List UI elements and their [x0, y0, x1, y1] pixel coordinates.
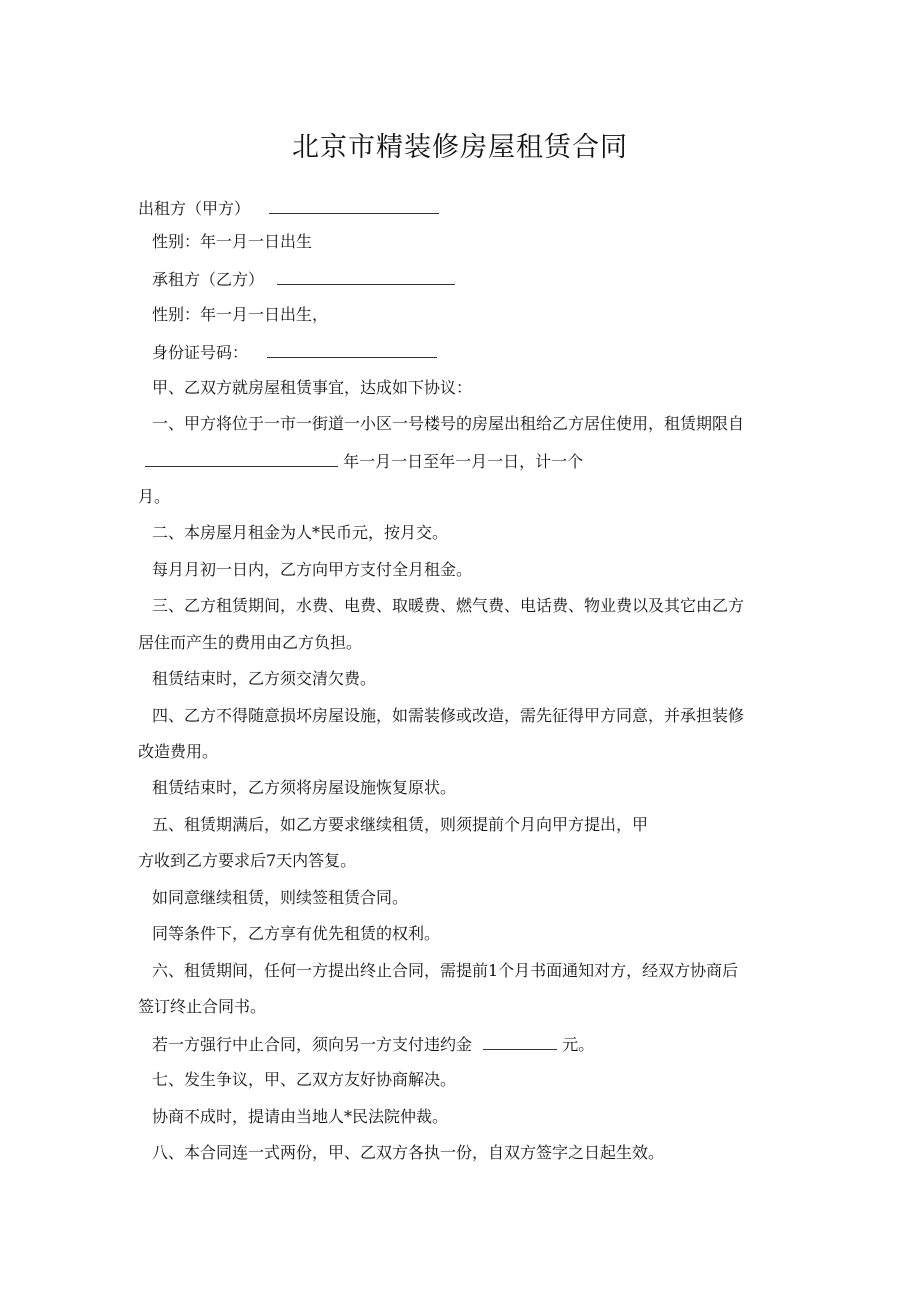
lessee-blank — [277, 268, 455, 285]
clause-6-line-1: 六、租赁期间，任何一方提出终止合同，需提前1个月书面通知对方，经双方协商后 — [152, 961, 739, 980]
penalty-unit: 元。 — [562, 1035, 595, 1054]
lease-start-blank — [145, 450, 338, 467]
document-title: 北京市精装修房屋租赁合同 — [292, 132, 628, 163]
clause-4-line-3: 租赁结束时，乙方须将房屋设施恢复原状。 — [152, 778, 457, 797]
clause-2-line-1: 二、本房屋月租金为人*民币元，按月交。 — [152, 523, 449, 542]
clause-3-line-3: 租赁结束时，乙方须交清欠费。 — [152, 669, 377, 688]
lessor-label: 出租方（甲方） — [138, 199, 251, 218]
clause-5-line-4: 同等条件下，乙方享有优先租赁的权利。 — [152, 924, 441, 943]
penalty-text: 若一方强行中止合同，须向另一方支付违约金 — [152, 1035, 473, 1054]
id-number-line — [152, 341, 437, 364]
lessee-birth-line: 性别：年一月一日出生， — [152, 305, 329, 324]
clause-1-line-2 — [145, 450, 583, 473]
agreement-intro: 甲、乙双方就房屋租赁事宜，达成如下协议： — [152, 378, 473, 397]
clause-5-line-1: 五、租赁期满后，如乙方要求继续租赁，则须提前个月向甲方提出，甲 — [152, 815, 649, 834]
clause-6-line-3 — [152, 1033, 594, 1056]
lessee-label: 承租方（乙方） — [152, 270, 265, 289]
clause-2-line-2: 每月月初一日内，乙方向甲方支付全月租金。 — [152, 560, 473, 579]
lessee-line — [152, 268, 455, 291]
lessor-birth-line: 性别：年一月一日出生 — [152, 232, 313, 251]
clause-8-line-1: 八、本合同连一式两份，甲、乙双方各执一份，自双方签字之日起生效。 — [152, 1143, 665, 1162]
clause-4-line-2: 改造费用。 — [138, 742, 219, 761]
clause-3-line-2: 居住而产生的费用由乙方负担。 — [138, 633, 363, 652]
clause-6-line-2: 签订终止合同书。 — [138, 997, 267, 1016]
id-number-blank — [267, 341, 437, 358]
id-number-label: 身份证号码： — [152, 343, 249, 362]
clause-7-line-2: 协商不成时，提请由当地人*民法院仲裁。 — [152, 1107, 449, 1126]
clause-1-line-3: 月。 — [138, 487, 171, 506]
lease-period-text: 年一月一日至年一月一日，计一个 — [343, 452, 584, 471]
clause-4-line-1: 四、乙方不得随意损坏房屋设施，如需装修或改造，需先征得甲方同意，并承担装修 — [152, 706, 745, 725]
clause-1-line-1: 一、甲方将位于一市一街道一小区一号楼号的房屋出租给乙方居住使用，租赁期限自 — [152, 414, 745, 433]
clause-7-line-1: 七、发生争议，甲、乙双方友好协商解决。 — [152, 1070, 457, 1089]
clause-5-line-2: 方收到乙方要求后7天内答复。 — [138, 851, 357, 870]
clause-5-line-3: 如同意继续租赁，则续签租赁合同。 — [152, 888, 409, 907]
penalty-amount-blank — [483, 1033, 557, 1050]
lessor-blank — [269, 197, 439, 214]
lessor-line — [138, 197, 439, 220]
clause-3-line-1: 三、乙方租赁期间，水费、电费、取暖费、燃气费、电话费、物业费以及其它由乙方 — [152, 596, 745, 615]
